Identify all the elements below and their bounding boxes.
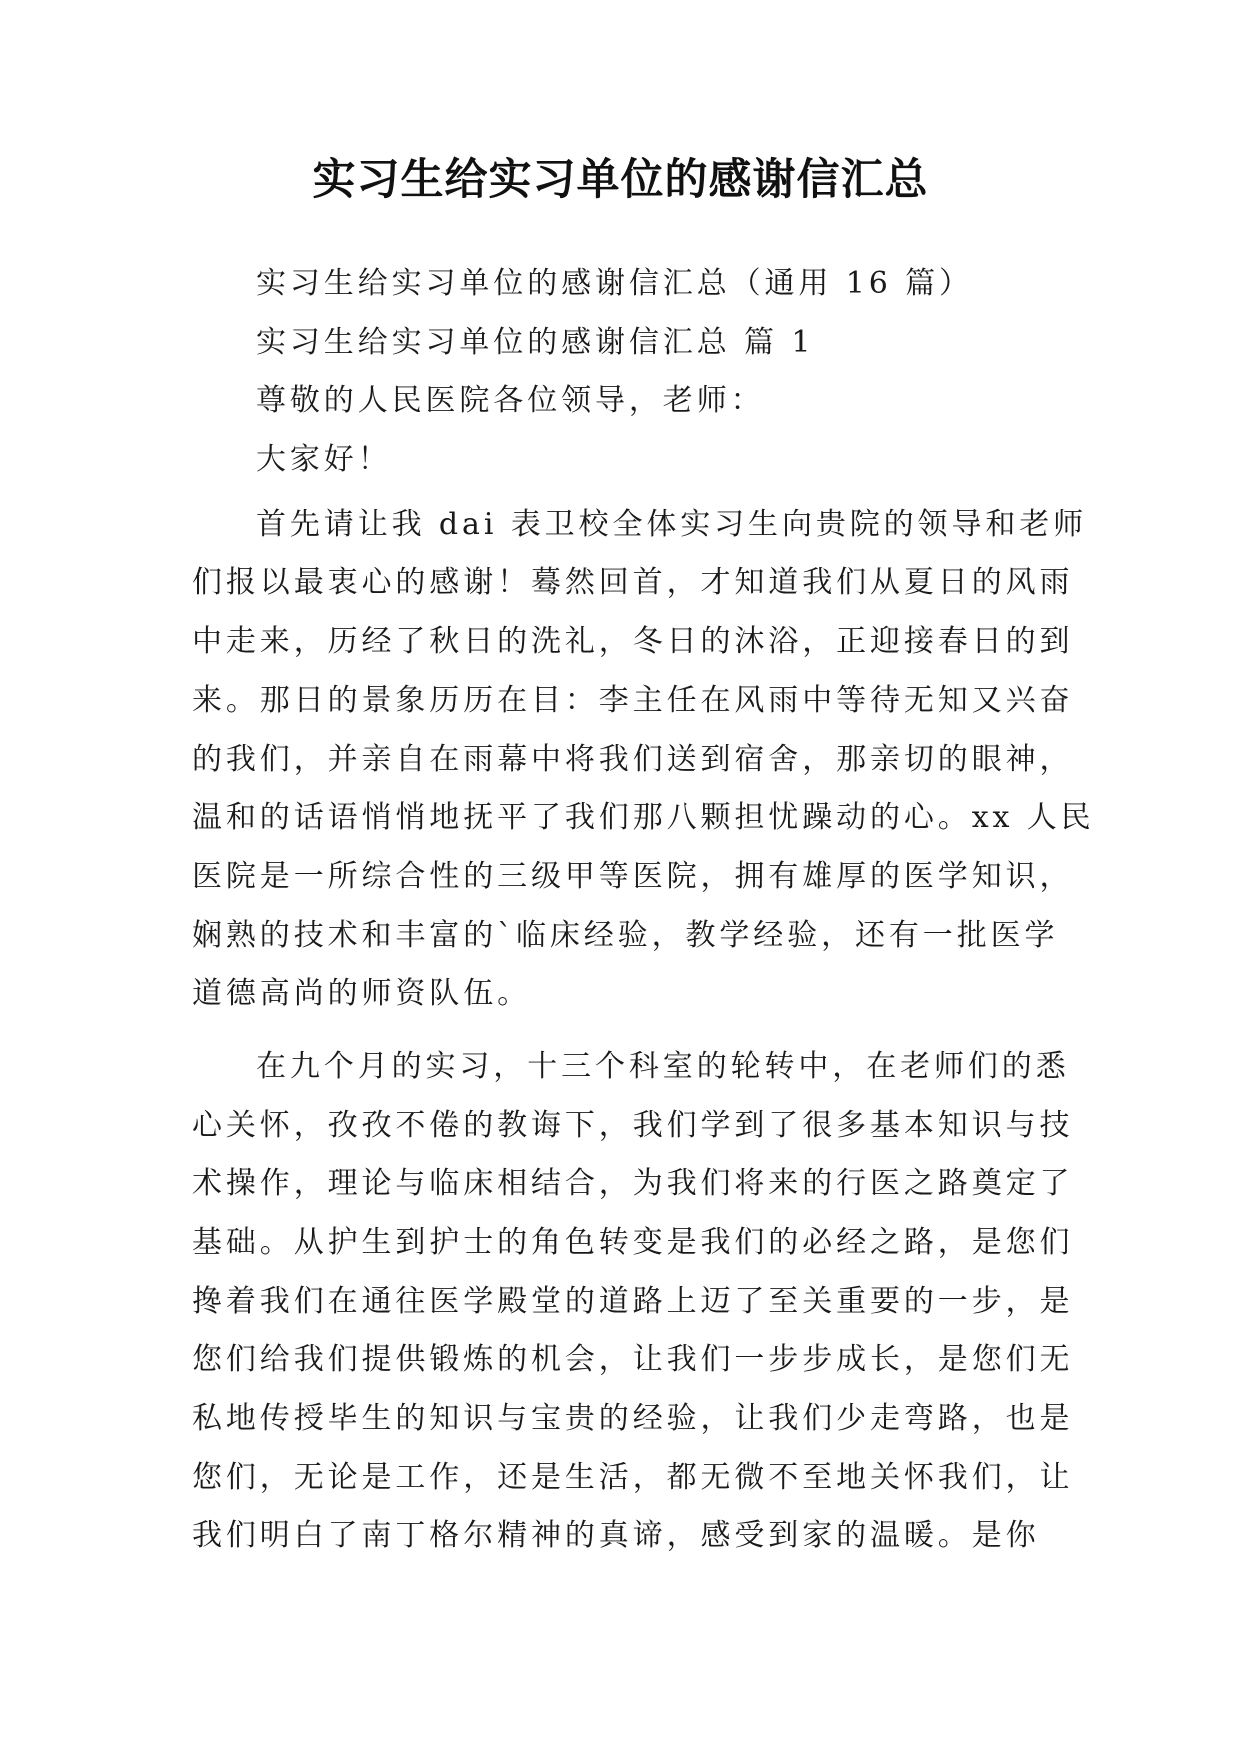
paragraph-line: 们报以最衷心的感谢！蓦然回首，才知道我们从夏日的风雨	[192, 565, 1074, 601]
paragraph-line: 您们，无论是工作，还是生活，都无微不至地关怀我们，让	[192, 1459, 1074, 1495]
paragraph-line: 首先请让我 dai 表卫校全体实习生向贵院的领导和老师	[256, 506, 1088, 542]
document-title: 实习生给实习单位的感谢信汇总	[312, 155, 929, 205]
paragraph-spacer	[192, 1024, 1058, 1038]
paragraph-line: 中走来，历经了秋日的洗礼，冬日的沐浴，正迎接春日的到	[192, 624, 1074, 660]
paragraph-line: 医院是一所综合性的三级甲等医院，拥有雄厚的医学知识，	[192, 858, 1074, 894]
paragraph-line: 我们明白了南丁格尔精神的真谛，感受到家的温暖。是你	[192, 1518, 1040, 1554]
paragraph-2	[192, 1038, 1074, 1566]
subtitle-line: 实习生给实习单位的感谢信汇总（通用 16 篇）	[256, 266, 973, 301]
paragraph-1	[192, 496, 1095, 1024]
paragraph-line: 温和的话语悄悄地抚平了我们那八颗担忧躁动的心。xx 人民	[192, 800, 1095, 836]
paragraph-line: 您们给我们提供锻炼的机会，让我们一步步成长，是您们无	[192, 1342, 1074, 1378]
paragraph-line: 私地传授毕生的知识与宝贵的经验，让我们少走弯路，也是	[192, 1401, 1074, 1437]
paragraph-line: 术操作，理论与临床相结合，为我们将来的行医之路奠定了	[192, 1166, 1074, 1202]
document-body	[192, 255, 1095, 1566]
paragraph-line: 来。那日的景象历历在目：李主任在风雨中等待无知又兴奋	[192, 682, 1074, 718]
paragraph-line: 心关怀，孜孜不倦的教诲下，我们学到了很多基本知识与技	[192, 1107, 1074, 1143]
paragraph-line: 基础。从护生到护士的角色转变是我们的必经之路，是您们	[192, 1225, 1074, 1260]
paragraph-line: 娴熟的技术和丰富的`临床经验，教学经验，还有一批医学	[192, 917, 1059, 953]
greeting: 大家好！	[256, 442, 392, 478]
paragraph-line: 在九个月的实习，十三个科室的轮转中，在老师们的悉	[256, 1048, 1070, 1084]
section-heading: 实习生给实习单位的感谢信汇总 篇 1	[256, 324, 815, 360]
salutation: 尊敬的人民医院各位领导，老师：	[256, 383, 765, 419]
paragraph-line: 的我们，并亲自在雨幕中将我们送到宿舍，那亲切的眼神，	[192, 741, 1074, 777]
paragraph-line: 搀着我们在通往医学殿堂的道路上迈了至关重要的一步，是	[192, 1283, 1074, 1319]
paragraph-line: 道德高尚的师资队伍。	[192, 976, 531, 1012]
